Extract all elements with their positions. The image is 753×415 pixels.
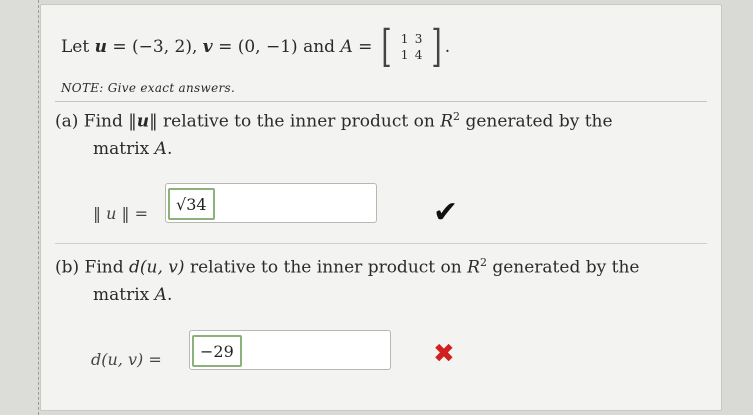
part-b-a: A (154, 284, 167, 305)
left-bracket: [ (381, 21, 393, 72)
distance-answer-value[interactable]: −29 (192, 335, 242, 367)
distance-label: d(u, v) = (91, 350, 162, 369)
let-text: Let (61, 37, 90, 57)
matrix-cell: 1 (400, 32, 409, 46)
correct-check-icon: ✔ (433, 195, 459, 230)
part-b-d: d(u, v) (129, 257, 185, 278)
matrix-cell: 4 (414, 48, 423, 62)
a-equals: = (358, 37, 373, 57)
part-a-matrix-word: matrix (93, 138, 150, 159)
u-value: = (−3, 2), (112, 37, 198, 57)
matrix-cell: 1 (400, 48, 409, 62)
part-a-a: A (154, 138, 167, 159)
part-b-prefix: (b) Find (55, 257, 124, 278)
page-margin (0, 0, 39, 415)
note-text: NOTE: Give exact answers. (61, 81, 236, 95)
matrix-a (378, 21, 451, 72)
part-a-period: . (166, 138, 173, 159)
part-b-rest: relative to the inner product on (189, 257, 462, 278)
right-bracket: ] (430, 21, 442, 72)
norm-answer-value[interactable]: √34 (168, 188, 215, 220)
norm-answer-field[interactable] (165, 183, 377, 223)
part-a-question (55, 103, 613, 163)
part-b-sup: 2 (479, 256, 487, 269)
part-a-rest: ‖ relative to the inner product on (149, 111, 435, 132)
period: . (444, 37, 451, 57)
divider (55, 243, 707, 244)
part-b-question (55, 249, 639, 309)
part-a-prefix: (a) Find ‖ (55, 111, 137, 132)
incorrect-x-icon: ✖ (433, 339, 455, 369)
divider (55, 101, 707, 102)
matrix-cell: 3 (414, 32, 423, 46)
part-a-u: u (136, 111, 150, 132)
part-a-line2 (55, 136, 613, 163)
question-panel (40, 4, 722, 411)
part-a-end: generated by the (465, 111, 613, 132)
v-value: = (0, −1) and (218, 37, 336, 57)
part-a-line1 (55, 103, 613, 136)
problem-statement (61, 21, 451, 72)
distance-answer-field[interactable] (189, 330, 391, 370)
part-a-r: R (440, 111, 454, 132)
part-b-r: R (467, 257, 480, 278)
part-b-line1 (55, 249, 639, 282)
part-b-line2 (55, 282, 639, 309)
a-symbol: A (340, 37, 353, 57)
matrix-grid (398, 31, 426, 63)
part-b-end: generated by the (492, 257, 640, 278)
norm-label: ‖ u ‖ = (93, 204, 148, 223)
u-symbol: u (94, 37, 107, 57)
part-a-sup: 2 (453, 110, 461, 123)
v-symbol: v (202, 37, 213, 57)
part-b-matrix-word: matrix (93, 284, 150, 305)
part-b-period: . (166, 284, 173, 305)
